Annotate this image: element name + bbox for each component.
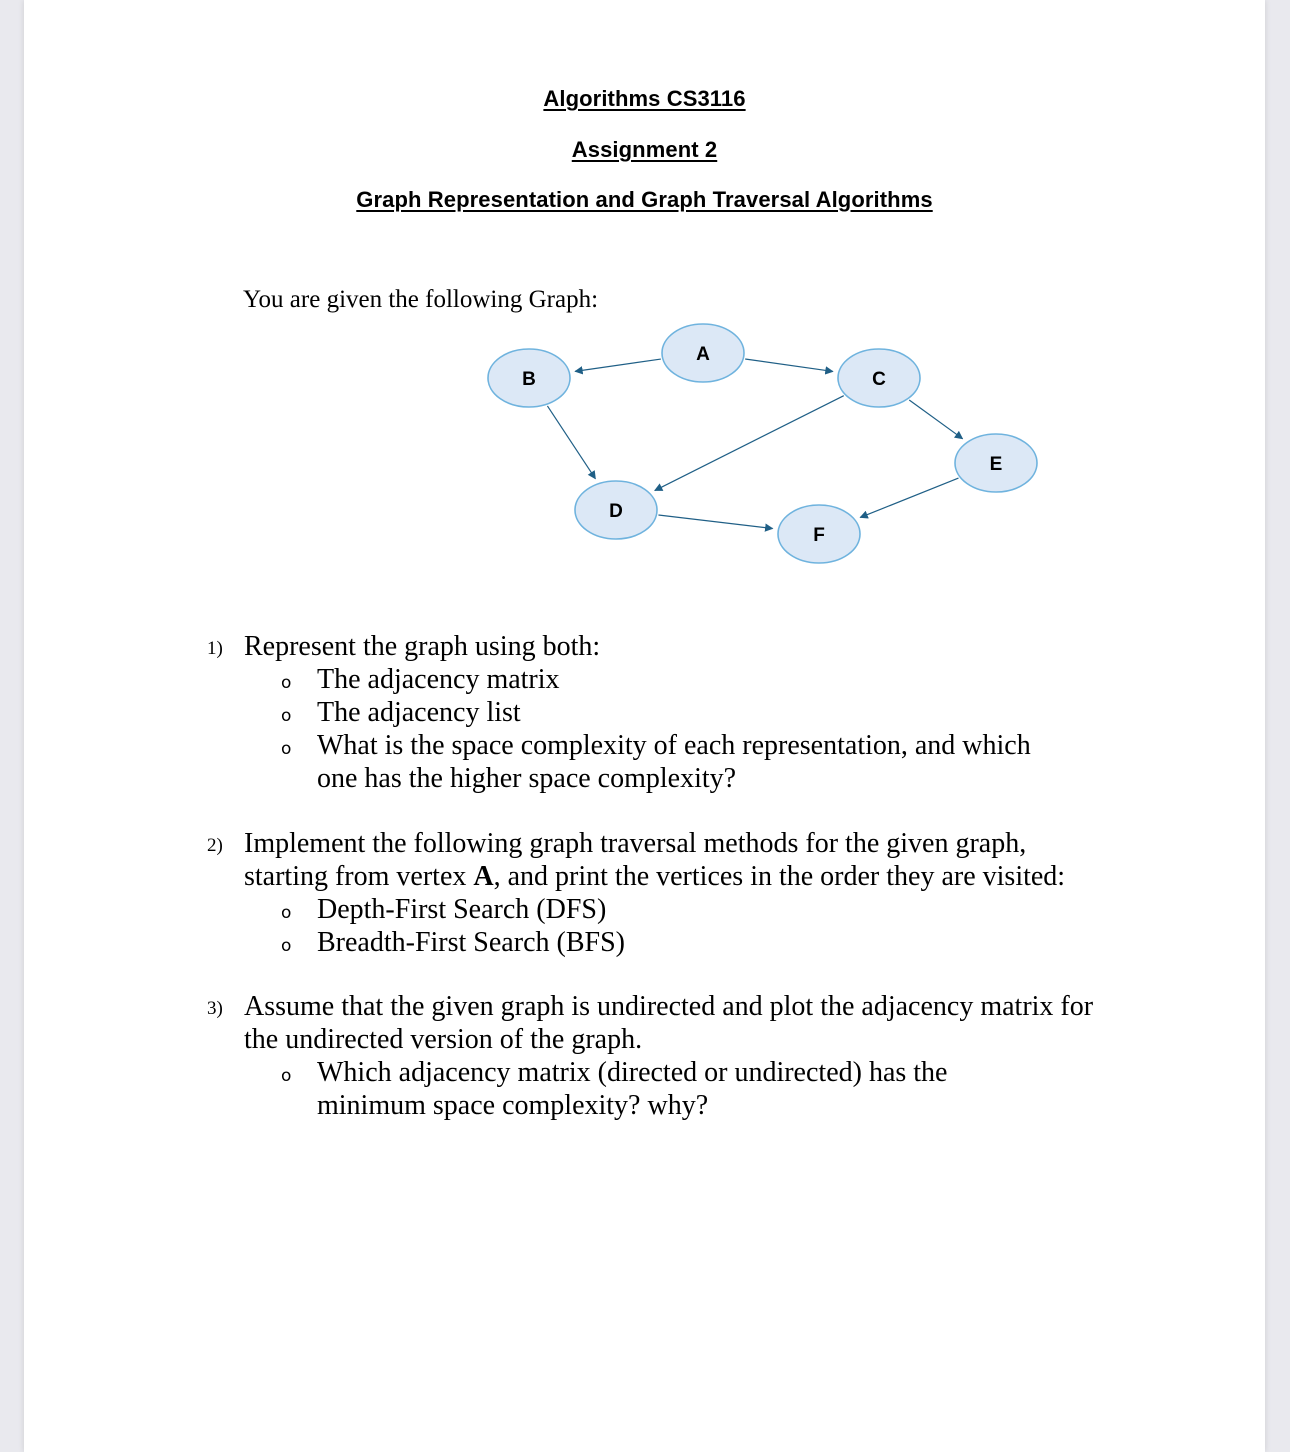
directed-graph bbox=[24, 0, 1265, 600]
edge-a-c bbox=[745, 359, 833, 371]
edge-e-f bbox=[860, 478, 958, 517]
bullet-icon: o bbox=[281, 673, 292, 693]
question-3-text: Assume that the given graph is undirected and plot the adjacency matrix for the undirected version of the graph. bbox=[244, 991, 1094, 1055]
topic-title: Graph Representation and Graph Traversal Algorithms bbox=[356, 187, 933, 212]
node-a-label: A bbox=[696, 344, 710, 365]
question-2-number: 2) bbox=[207, 835, 223, 856]
question-2-text bbox=[244, 827, 1104, 893]
bullet-icon: o bbox=[281, 1066, 292, 1086]
question-2-text-before: Implement the following graph traversal methods for the given graph, starting from vertex bbox=[244, 828, 1027, 892]
node-e bbox=[955, 434, 1037, 492]
document-page bbox=[24, 0, 1265, 1452]
question-1-item-1-text: The adjacency matrix bbox=[317, 664, 560, 695]
question-2-item-1 bbox=[244, 893, 1104, 926]
question-1-number: 1) bbox=[207, 638, 223, 659]
node-c-label: C bbox=[872, 369, 886, 390]
question-1-item-3-text: What is the space complexity of each representation, and which one has the higher space complexity? bbox=[317, 730, 1031, 794]
node-b bbox=[488, 349, 570, 407]
node-c bbox=[838, 349, 920, 407]
node-d-label: D bbox=[609, 501, 623, 522]
node-b-label: B bbox=[522, 369, 536, 390]
question-1-item-1 bbox=[244, 663, 1144, 696]
question-1-item-2-text: The adjacency list bbox=[317, 697, 521, 728]
question-3-number: 3) bbox=[207, 998, 223, 1019]
course-title: Algorithms CS3116 bbox=[543, 86, 746, 111]
edge-d-f bbox=[658, 515, 772, 528]
node-a bbox=[662, 324, 744, 382]
intro-text: You are given the following Graph: bbox=[243, 286, 599, 313]
bullet-icon: o bbox=[281, 739, 292, 759]
question-2-text-after: , and print the vertices in the order they are visited: bbox=[493, 861, 1066, 892]
node-f bbox=[778, 505, 860, 563]
question-2-item-1-text: Depth-First Search (DFS) bbox=[317, 894, 607, 925]
edge-c-d bbox=[655, 396, 844, 491]
question-2-item-2 bbox=[244, 926, 1104, 959]
question-3-item-1-text: Which adjacency matrix (directed or undirected) has the minimum space complexity? why? bbox=[317, 1057, 948, 1121]
question-2-item-2-text: Breadth-First Search (BFS) bbox=[317, 927, 625, 958]
edge-b-d bbox=[547, 406, 595, 479]
question-2-start-vertex: A bbox=[473, 861, 494, 892]
bullet-icon: o bbox=[281, 936, 292, 956]
node-d bbox=[575, 481, 657, 539]
assignment-title: Assignment 2 bbox=[571, 137, 718, 162]
node-f-label: F bbox=[813, 525, 825, 546]
node-e-label: E bbox=[989, 454, 1003, 475]
question-1-item-3 bbox=[244, 729, 1037, 795]
bullet-icon: o bbox=[281, 706, 292, 726]
question-1-text: Represent the graph using both: bbox=[244, 631, 601, 662]
question-1 bbox=[207, 630, 1144, 795]
question-3-item-1 bbox=[244, 1056, 1037, 1122]
edge-c-e bbox=[909, 400, 962, 439]
question-2 bbox=[207, 827, 1104, 959]
question-1-item-2 bbox=[244, 696, 1144, 729]
question-3 bbox=[207, 990, 1134, 1122]
edge-a-b bbox=[575, 359, 661, 371]
bullet-icon: o bbox=[281, 903, 292, 923]
